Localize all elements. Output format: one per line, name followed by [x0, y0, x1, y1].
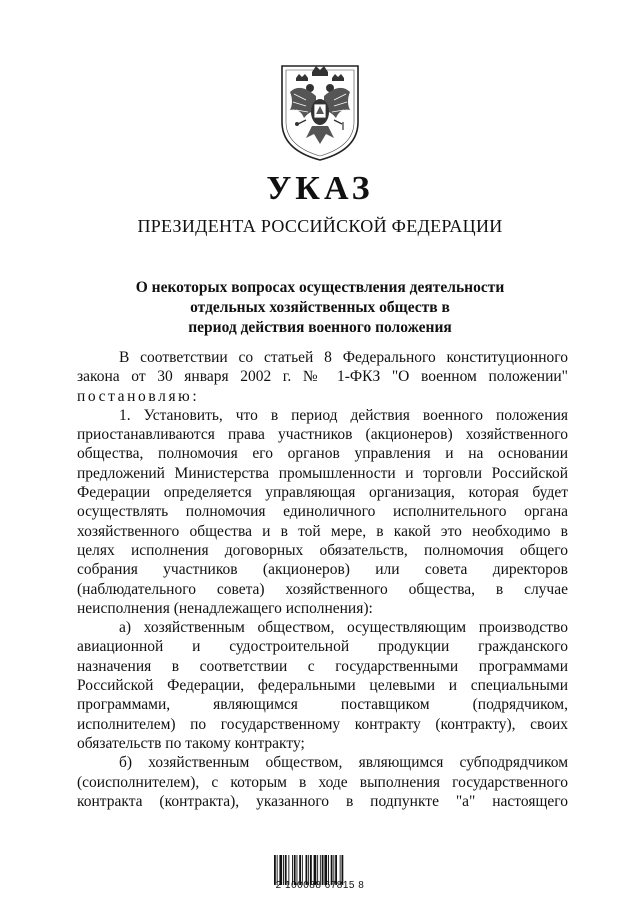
- body-line: закона от 30 января 2002 г. № 1-ФКЗ "О военном положении": [77, 368, 568, 386]
- heading-line: О некоторых вопросах осуществления деятельности: [135, 279, 505, 296]
- body-line: (соисполнителем), с которым в ходе выполнения государственного: [77, 773, 568, 791]
- body-line: неисполнения (ненадлежащего исполнения):: [77, 599, 373, 617]
- document-body: [77, 348, 568, 811]
- body-line: целях исполнения договорных обязательств, полномочия общего: [77, 541, 568, 559]
- body-line: (наблюдательного совета) хозяйственного общества, в случае: [77, 580, 568, 598]
- body-line: приостанавливаются права участников (акционеров) хозяйственного: [77, 426, 568, 444]
- document-title: УКАЗ: [266, 170, 374, 207]
- heading-line: отдельных хозяйственных обществ в: [190, 299, 450, 316]
- body-line: В соответствии со статьей 8 Федерального конституционного: [119, 349, 568, 366]
- body-line: Российской Федерации, федеральными целевыми и специальными: [77, 677, 568, 695]
- barcode-number: 2 100088 67815 8: [275, 880, 365, 891]
- body-line: Федерации определяется управляющая организация, которая будет: [77, 484, 568, 502]
- body-line: осуществлять полномочия единоличного исполнительного органа: [77, 503, 568, 521]
- body-line: программами, являющимся поставщиком (подрядчиком,: [77, 696, 568, 714]
- body-line: постановляю:: [77, 387, 200, 405]
- body-line: общества, полномочия его органов управления и на основании: [77, 445, 568, 463]
- body-line: исполнителем) по государственному контракту (контракту), своих: [77, 715, 568, 733]
- body-line: контракта (контракта), указанного в подпункте "а" настоящего: [77, 792, 568, 810]
- body-line: хозяйственного общества и в той мере, в какой это необходимо в: [77, 522, 568, 540]
- body-line: назначения в соответствии с государственными программами: [77, 657, 568, 675]
- body-line: б) хозяйственным обществом, являющимся субподрядчиком: [119, 754, 568, 772]
- body-line: 1. Установить, что в период действия военного положения: [119, 406, 568, 424]
- body-line: обязательств по такому контракту;: [77, 734, 305, 752]
- body-line: собрания участников (акционеров) или совета директоров: [77, 561, 568, 579]
- coat-of-arms-icon: [276, 52, 364, 162]
- body-line: а) хозяйственным обществом, осуществляющим производство: [119, 619, 568, 637]
- document-subtitle: ПРЕЗИДЕНТА РОССИЙСКОЙ ФЕДЕРАЦИИ: [137, 216, 503, 236]
- document-heading: [0, 278, 640, 338]
- body-line: авиационной и судостроительной продукции гражданского: [77, 638, 568, 656]
- body-line: предложений Министерства промышленности и торговли Российской: [77, 464, 568, 482]
- heading-line: период действия военного положения: [188, 319, 452, 336]
